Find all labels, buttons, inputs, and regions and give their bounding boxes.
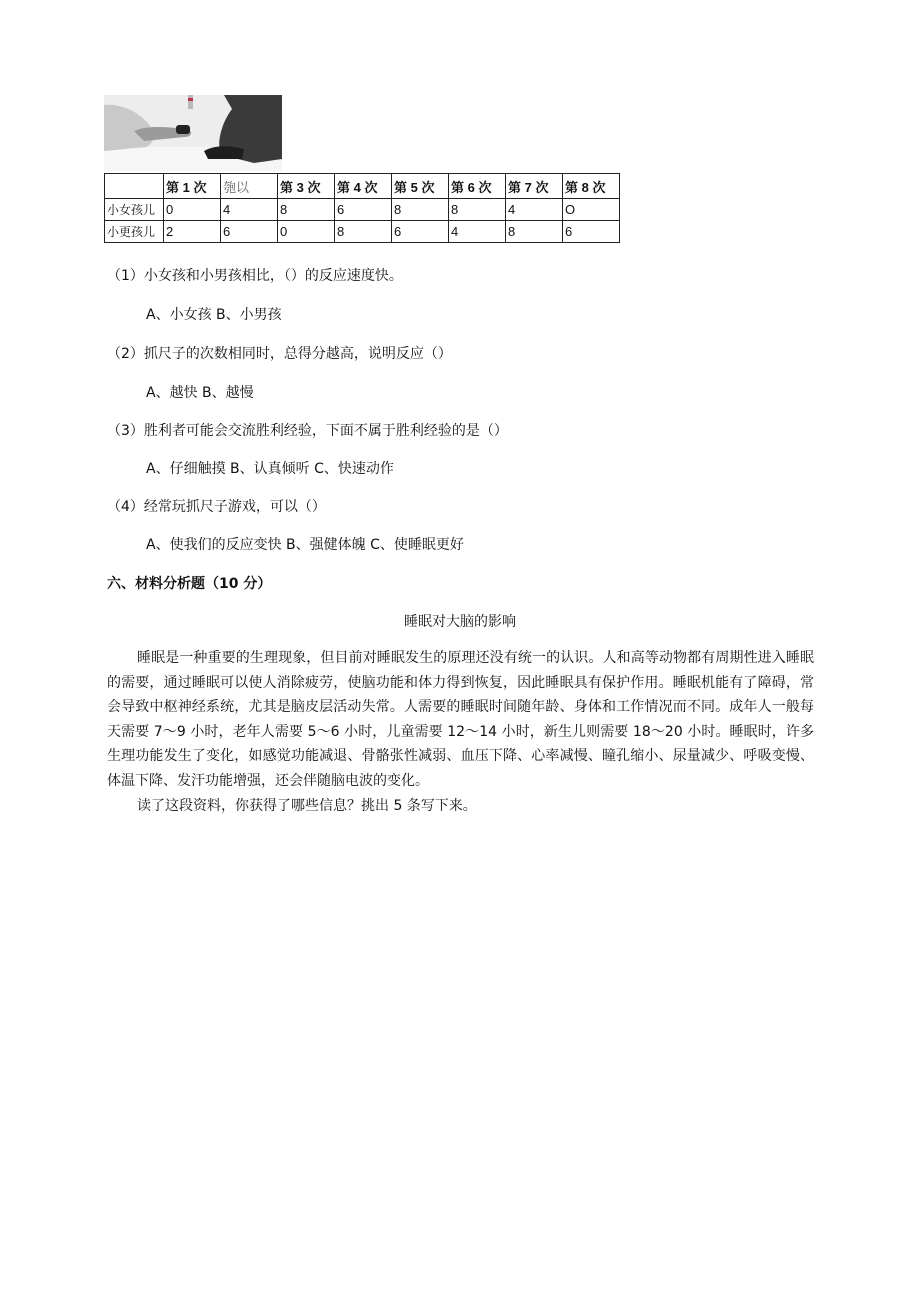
ruler-game-image <box>104 95 282 171</box>
question-3-options: A、仔细触摸 B、认真倾听 C、快速动作 <box>146 461 394 477</box>
table-cell: 6 <box>563 221 620 243</box>
table-header-cell: 第 7 次 <box>506 174 563 199</box>
section-heading: 六、材料分析题（10 分） <box>107 576 272 592</box>
question-2: （2）抓尺子的次数相同时，总得分越高，说明反应（） <box>107 346 452 362</box>
table-cell: 8 <box>506 221 563 243</box>
question-4: （4）经常玩抓尺子游戏，可以（） <box>107 499 326 515</box>
table-header-cell: 第 5 次 <box>392 174 449 199</box>
hands-ruler-photo <box>104 95 282 171</box>
table-cell: 8 <box>278 199 335 221</box>
score-table <box>104 173 620 243</box>
table-cell: 4 <box>221 199 278 221</box>
question-1-options: A、小女孩 B、小男孩 <box>146 307 282 323</box>
table-cell: 6 <box>392 221 449 243</box>
table-cell: 小更孩儿 <box>105 221 164 243</box>
question-3: （3）胜利者可能会交流胜利经验，下面不属于胜利经验的是（） <box>107 423 508 439</box>
table-header-row <box>105 174 620 199</box>
question-1: （1）小女孩和小男孩相比，（）的反应速度快。 <box>107 268 403 284</box>
table-cell: O <box>563 199 620 221</box>
table-cell: 6 <box>335 199 392 221</box>
table-cell: 4 <box>449 221 506 243</box>
table-header-cell: 第 8 次 <box>563 174 620 199</box>
table-header-cell: 第 4 次 <box>335 174 392 199</box>
table-header-cell <box>105 174 164 199</box>
table-cell: 8 <box>449 199 506 221</box>
material-prompt: 读了这段资料，你获得了哪些信息？挑出 5 条写下来。 <box>137 798 477 814</box>
table-cell: 小女孩儿 <box>105 199 164 221</box>
table-cell: 4 <box>506 199 563 221</box>
table-cell: 0 <box>278 221 335 243</box>
table-cell: 0 <box>164 199 221 221</box>
question-2-options: A、越快 B、越慢 <box>146 385 254 401</box>
table-header-cell: 第 6 次 <box>449 174 506 199</box>
table-row <box>105 199 620 221</box>
table-cell: 8 <box>392 199 449 221</box>
table-header-cell: 第 1 次 <box>164 174 221 199</box>
table-cell: 2 <box>164 221 221 243</box>
question-4-options: A、使我们的反应变快 B、强健体魄 C、使睡眠更好 <box>146 537 464 553</box>
material-title: 睡眠对大脑的影响 <box>404 614 516 630</box>
table-cell: 6 <box>221 221 278 243</box>
table-cell: 8 <box>335 221 392 243</box>
table-row <box>105 221 620 243</box>
table-header-cell: 匏以 <box>221 174 278 199</box>
table-header-cell: 第 3 次 <box>278 174 335 199</box>
material-paragraph: 睡眠是一种重要的生理现象，但目前对睡眠发生的原理还没有统一的认识。人和高等动物都有周期性进入睡眠的需要，通过睡眠可以使人消除疲劳，使脑功能和体力得到恢复，因此睡眠具有保护作用。睡眠机能有了障碍，常会导致中枢神经系统，尤其是脑皮层活动失常。人需要的睡眠时间随年龄、身体和工作情况而不同。成年人一般每天需要 7～9 小时，老年人需要 5～6 小时，儿童需要 12～14 小时，新生儿则需要 18～20 小时。睡眠时，许多生理功能发生了变化，如感觉功能减退、骨骼张性减弱、血压下降、心率减慢、瞳孔缩小、尿量减少、呼吸变慢、体温下降、发汗功能增强，还会伴随脑电波的变化。 <box>107 650 814 789</box>
